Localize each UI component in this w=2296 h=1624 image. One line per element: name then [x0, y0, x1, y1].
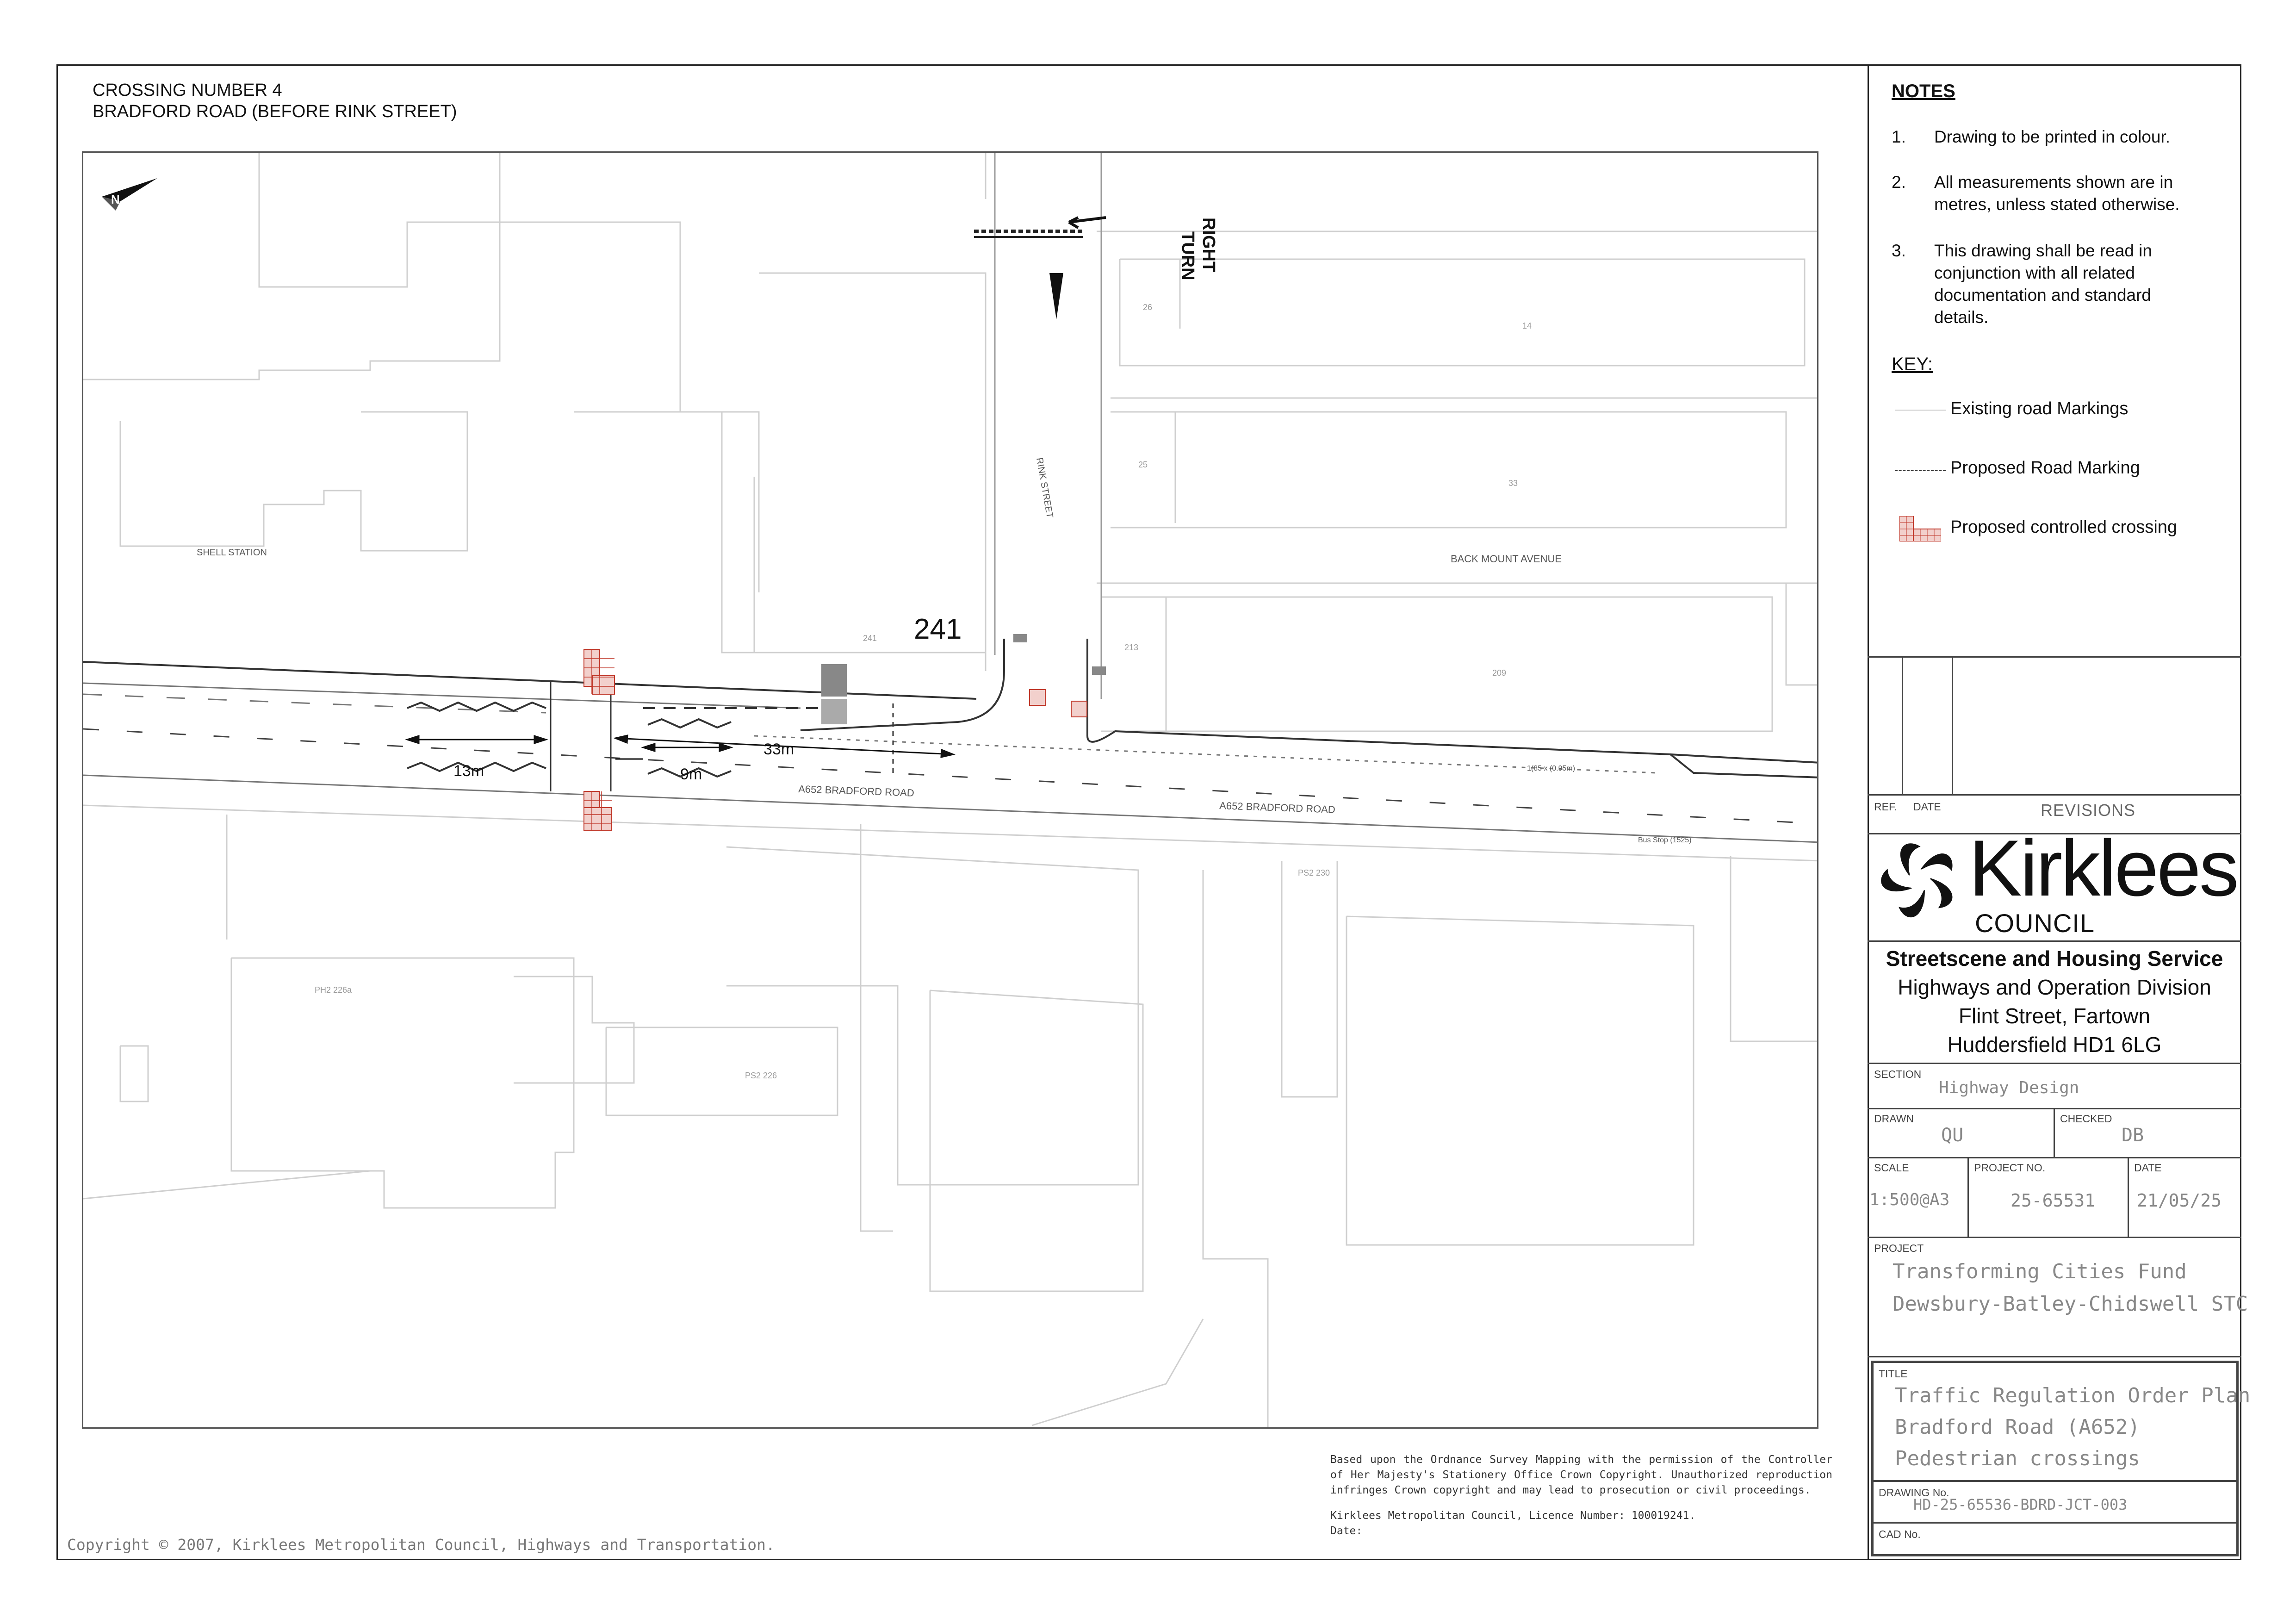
- note-text: All measurements shown are in metres, unless stated otherwise.: [1934, 173, 2180, 214]
- divider: [2128, 1157, 2129, 1238]
- note-item: [1892, 171, 2215, 238]
- building-outline: [1347, 916, 1694, 1245]
- project-label: PROJECT: [1874, 1242, 1924, 1254]
- dim-33m-label: 33m: [763, 740, 794, 758]
- divider: [1868, 1063, 2241, 1064]
- building-outline: [120, 412, 467, 551]
- divider: [1952, 656, 1953, 795]
- note-number: 1.: [1892, 127, 1906, 146]
- site-plan: [83, 153, 1818, 1429]
- project-no-value: 25-65531: [2011, 1190, 2096, 1211]
- bus-stop-label: Bus Stop (1525): [1638, 836, 1692, 844]
- crossing-number-title: CROSSING NUMBER 4: [93, 81, 282, 100]
- north-label: N: [111, 193, 120, 206]
- divider: [1868, 940, 2241, 942]
- address-line: Flint Street, Fartown: [1958, 1004, 2151, 1028]
- right-label: RIGHT: [1199, 218, 1218, 273]
- building-outline: [83, 153, 500, 380]
- north-arrow: [102, 178, 157, 211]
- drawn-label: DRAWN: [1874, 1113, 1914, 1125]
- rink-street-label: RINK STREET: [1034, 457, 1055, 519]
- ack-date-label: Date:: [1330, 1525, 1363, 1537]
- checked-value: DB: [2122, 1125, 2144, 1146]
- key-controlled-crossing-label: Proposed controlled crossing: [1950, 517, 2178, 537]
- divider: [1868, 1356, 2241, 1357]
- building-outline: [606, 1027, 838, 1115]
- note-item: [1892, 240, 2215, 329]
- divider: [1868, 1157, 2241, 1158]
- dim-9m-label: 9m: [680, 765, 702, 783]
- division-name: Highways and Operation Division: [1898, 975, 2211, 999]
- divider: [1868, 1237, 2241, 1238]
- note-number: 2.: [1892, 173, 1906, 192]
- divider: [1868, 656, 2241, 658]
- kirklees-logo-mark: [1878, 839, 1961, 922]
- turn-label: TURN: [1178, 231, 1198, 280]
- level-note-label: 1(85 x (0.95m): [1527, 765, 1576, 772]
- dimension-lines: [407, 735, 953, 759]
- kirklees-logo-council: COUNCIL: [1975, 908, 2095, 938]
- house-number: 26: [1143, 303, 1153, 312]
- kerb-line: [754, 736, 1657, 773]
- shell-station-label: SHELL STATION: [197, 548, 267, 558]
- drawing-header: [93, 80, 457, 122]
- building-outlines: [83, 153, 1818, 1429]
- building-outline: [759, 273, 986, 671]
- title-line: Bradford Road (A652): [1895, 1415, 2140, 1439]
- key-heading: KEY:: [1892, 354, 1933, 374]
- divider: [1868, 794, 2241, 796]
- house-number: 241: [863, 634, 877, 643]
- map-labels: [197, 218, 1692, 1080]
- title-line: Pedestrian crossings: [1895, 1447, 2140, 1470]
- project-no-label: PROJECT NO.: [1974, 1162, 2046, 1174]
- checked-label: CHECKED: [2060, 1113, 2112, 1125]
- building-outline: [259, 153, 500, 287]
- centre-line: [83, 729, 1818, 824]
- scale-value: 1:500@A3: [1869, 1190, 1950, 1209]
- project-line: Dewsbury-Batley-Chidswell STC: [1893, 1292, 2248, 1316]
- divider: [1967, 1157, 1969, 1238]
- existing-hatched-blocks: [821, 634, 1106, 724]
- a652-label-right: A652 BRADFORD ROAD: [1219, 800, 1336, 815]
- map-viewport[interactable]: [82, 151, 1818, 1429]
- divider: [1873, 1522, 2237, 1524]
- property-label: PS2 226: [745, 1071, 777, 1080]
- section-label: SECTION: [1874, 1068, 1922, 1080]
- department-name: Streetscene and Housing Service: [1886, 946, 2223, 971]
- house-number: 33: [1508, 479, 1518, 488]
- note-number: 3.: [1892, 241, 1906, 260]
- divider: [1902, 656, 1903, 795]
- controlled-crossing-swatch: [1899, 516, 1941, 541]
- os-acknowledgement: [1330, 1452, 1832, 1539]
- dim-13m-label: 13m: [453, 762, 484, 780]
- house-number: 213: [1124, 643, 1139, 652]
- department-block: [1869, 944, 2240, 1059]
- section-value: Highway Design: [1939, 1078, 2079, 1097]
- note-item: [1892, 126, 2215, 170]
- drawing-no-value: HD-25-65536-BDRD-JCT-003: [1913, 1496, 2128, 1513]
- a652-carriageway: [83, 662, 1818, 842]
- revision-ref-label: REF.: [1874, 801, 1897, 813]
- cad-no-label: CAD No.: [1879, 1528, 1921, 1540]
- a652-label-left: A652 BRADFORD ROAD: [798, 783, 915, 799]
- house-number: 14: [1522, 321, 1532, 330]
- proposed-marking-swatch: [1895, 470, 1946, 471]
- property-label: PH2 226a: [315, 985, 352, 995]
- date-label: DATE: [2134, 1162, 2162, 1174]
- direction-arrow: [1049, 273, 1063, 319]
- building-outline: [500, 222, 759, 592]
- notes-heading: NOTES: [1892, 81, 1955, 101]
- property-label: PS2 230: [1298, 868, 1330, 877]
- divider: [2054, 1108, 2055, 1158]
- project-line: Transforming Cities Fund: [1893, 1260, 2187, 1283]
- terrace-row: [1120, 259, 1805, 366]
- revisions-title: REVISIONS: [2041, 801, 2136, 820]
- date-value: 21/05/25: [2137, 1190, 2222, 1211]
- key-proposed-marking-label: Proposed Road Marking: [1950, 458, 2140, 478]
- drawn-value: QU: [1941, 1125, 1964, 1146]
- turn-right-arrow: [1069, 218, 1106, 228]
- address-line: Huddersfield HD1 6LG: [1947, 1033, 2162, 1057]
- house-number: 209: [1492, 668, 1507, 678]
- building-outline: [574, 412, 759, 653]
- rink-street: [800, 153, 1818, 778]
- title-label: TITLE: [1879, 1368, 1908, 1380]
- house-number: 25: [1138, 460, 1148, 469]
- building-outline: [930, 990, 1143, 1291]
- divider: [1873, 1480, 2237, 1482]
- title-line: Traffic Regulation Order Plan: [1895, 1384, 2251, 1407]
- existing-marking-swatch: [1895, 410, 1946, 411]
- os-acknowledgement-text: Based upon the Ordnance Survey Mapping with the permission of the Controller of Her Majesty's Stationery Office Crown Copyright. Unauthorized reproduction infringes Crown copyright and may lead to prosecution or civil proceedings.: [1330, 1454, 1832, 1496]
- note-text: This drawing shall be read in conjunction with all related documentation and standard details.: [1934, 241, 2152, 327]
- key-existing-label: Existing road Markings: [1950, 399, 2128, 418]
- revision-date-label: DATE: [1913, 801, 1941, 813]
- crossing-location-title: BRADFORD ROAD (BEFORE RINK STREET): [93, 102, 457, 121]
- crossing-number-label: 241: [914, 613, 962, 645]
- kirklees-logo-wordmark: Kirklees: [1969, 824, 2237, 913]
- note-text: Drawing to be printed in colour.: [1934, 127, 2171, 146]
- scale-label: SCALE: [1874, 1162, 1909, 1174]
- copyright-notice: Copyright © 2007, Kirklees Metropolitan Council, Highways and Transportation.: [67, 1536, 775, 1554]
- licence-text: Kirklees Metropolitan Council, Licence Number: 100019241.: [1330, 1510, 1696, 1522]
- back-mount-avenue-label: BACK MOUNT AVENUE: [1451, 553, 1562, 565]
- drawing-no-label: DRAWING No.: [1879, 1487, 1949, 1499]
